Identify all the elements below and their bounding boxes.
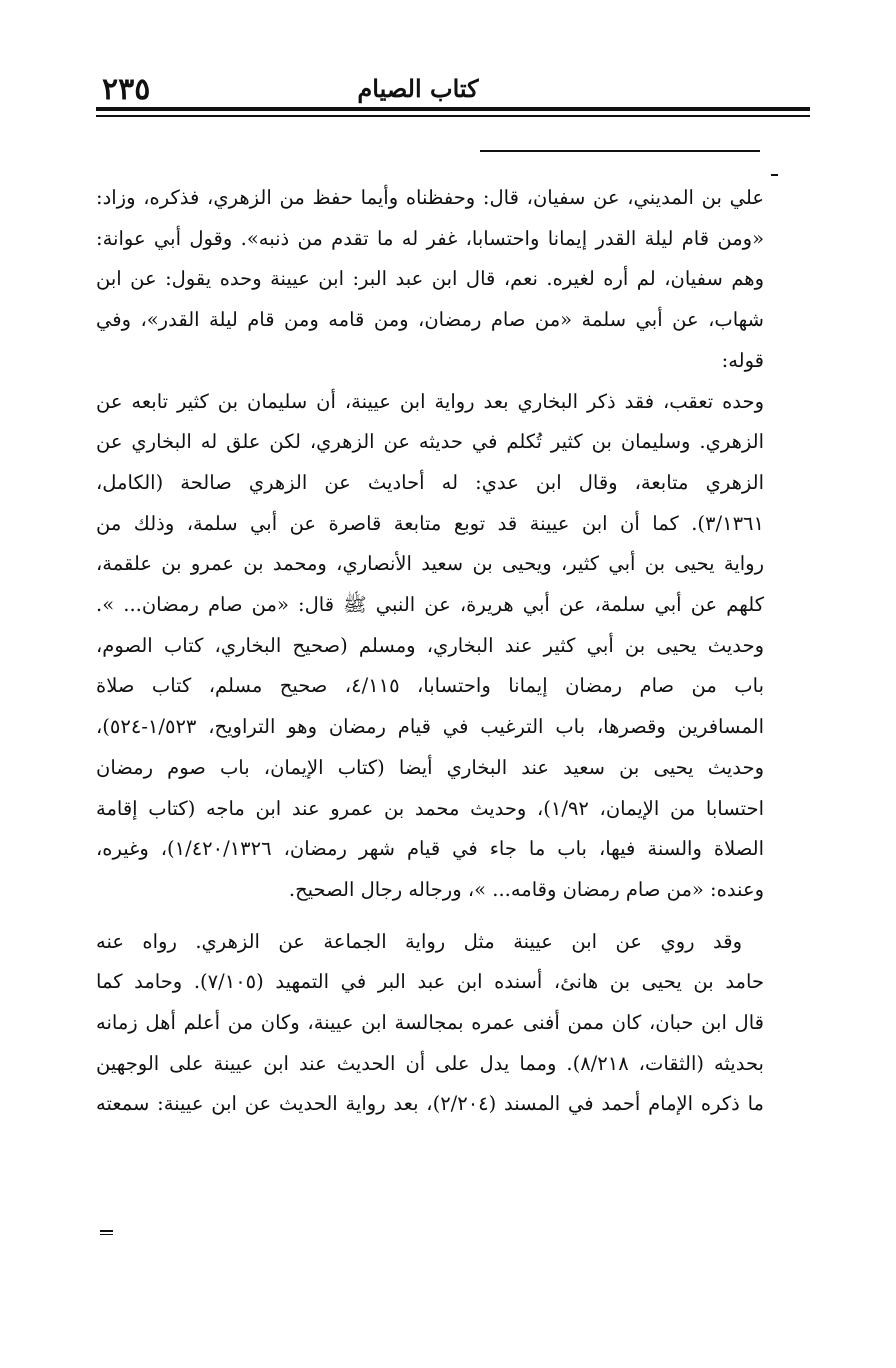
- footnote-line: قال ابن حبان، كان ممن أفنى عمره بمجالسة ابن عيينة، وكان من أعلم أهل زمانه: [96, 1011, 764, 1035]
- footnote-line: علي بن المديني، عن سفيان، قال: وحفظناه وأيما حفظ من الزهري، فذكره، وزاد:: [96, 186, 764, 209]
- footnote-line: الزهري متابعة، وقال ابن عدي: له أحاديث عن الزهري صالحة (الكامل،: [96, 470, 764, 494]
- continuation-mark-top: [771, 174, 778, 176]
- footnote-line: بحديثه (الثقات، ٨/٢١٨). ومما يدل على أن الحديث عند ابن عيينة على الوجهين: [96, 1051, 764, 1075]
- footnote-line: وقد روي عن ابن عيينة مثل رواية الجماعة عن الزهري. رواه عنه: [96, 929, 742, 953]
- footnote-line: وحده تعقب، فقد ذكر البخاري بعد رواية ابن عيينة، أن سليمان بن كثير تابعه عن: [96, 389, 764, 413]
- footnote-line: وحديث يحيى بن سعيد عند البخاري أيضا (كتاب الإيمان، باب صوم رمضان: [96, 755, 764, 779]
- footnote-line: احتسابا من الإيمان، ١/٩٢)، وحديث محمد بن عمرو عند ابن ماجه (كتاب إقامة: [96, 796, 764, 820]
- footnote-line: الزهري. وسليمان بن كثير تُكلم في حديثه عن الزهري، لكن علق له البخاري عن: [96, 430, 764, 454]
- header-rule-thick: [96, 107, 810, 111]
- running-head-title: كتاب الصيام: [357, 74, 479, 103]
- footnote-line: ما ذكره الإمام أحمد في المسند (٢/٢٠٤)، بعد رواية الحديث عن ابن عيينة: سمعته: [96, 1092, 764, 1116]
- footnote-line: ٣/١٣٦١). كما أن ابن عيينة قد توبع متابعة قاصرة عن أبي سلمة، وذلك من: [96, 511, 764, 535]
- footnote-line: وهم سفيان، لم أره لغيره. نعم، قال ابن عبد البر: ابن عيينة وحده يقول: عن ابن: [96, 267, 764, 291]
- footnote-line: الصلاة والسنة فيها، باب ما جاء في قيام شهر رمضان، ١/٤٢٠/١٣٢٦)، وغيره،: [96, 837, 764, 861]
- footnote-separator: [480, 150, 760, 152]
- header-rule-thin: [96, 115, 810, 117]
- page-number: ٢٣٥: [102, 72, 151, 107]
- footnote-text: [96, 178, 764, 1125]
- footnote-line: باب من صام رمضان إيمانا واحتسابا، ٤/١١٥، صحيح مسلم، كتاب صلاة: [96, 674, 764, 698]
- footnote-line: رواية يحيى بن أبي كثير، ويحيى بن سعيد الأنصاري، ومحمد بن عمرو بن علقمة،: [96, 552, 764, 576]
- footnote-line: حامد بن يحيى بن هانئ، أسنده ابن عبد البر في التمهيد (٧/١٠٥). وحامد كما: [96, 970, 765, 994]
- footnote-line: المسافرين وقصرها، باب الترغيب في قيام رمضان وهو التراويح، ١/٥٢٣-٥٢٤)،: [96, 715, 764, 739]
- continuation-mark-bottom: [100, 1230, 113, 1236]
- footnote-line: «ومن قام ليلة القدر إيمانا واحتسابا، غفر له ما تقدم من ذنبه». وقول أبي عوانة:: [96, 226, 764, 250]
- footnote-line: شهاب، عن أبي سلمة «من صام رمضان، ومن قامه ومن قام ليلة القدر»، وفي قوله:: [96, 308, 764, 372]
- footnote-line: وحديث يحيى بن أبي كثير عند البخاري، ومسلم (صحيح البخاري، كتاب الصوم،: [96, 633, 764, 657]
- footnote-line: كلهم عن أبي سلمة، عن أبي هريرة، عن النبي ﷺ قال: «من صام رمضان... ».: [96, 593, 764, 617]
- footnote-line: وعنده: «من صام رمضان وقامه... »، ورجاله رجال الصحيح.: [288, 877, 764, 901]
